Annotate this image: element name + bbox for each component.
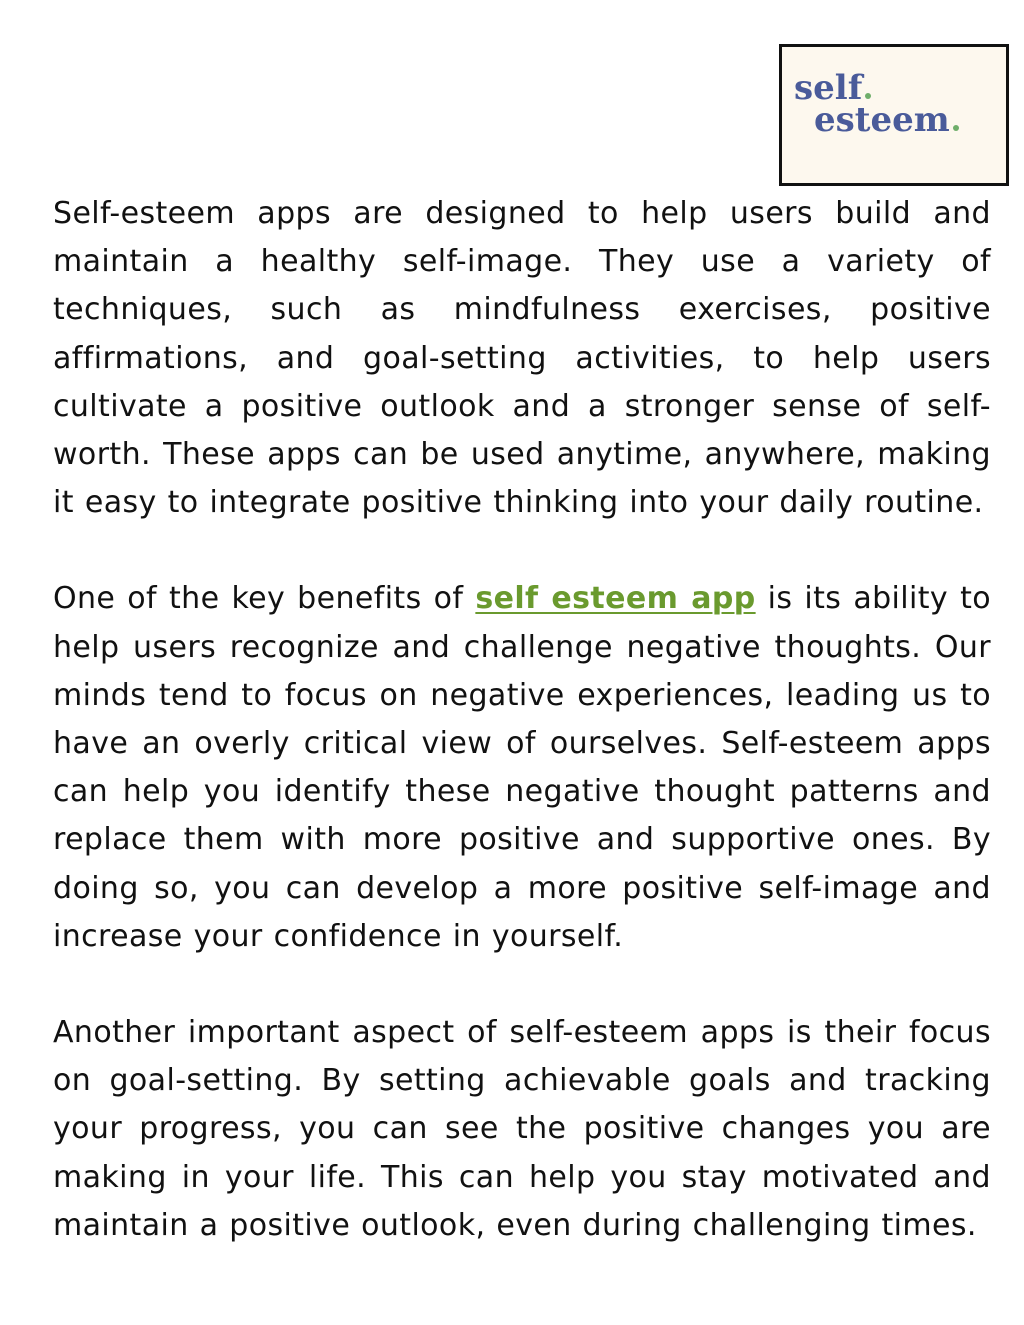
self-esteem-app-link[interactable]: self esteem app (475, 581, 756, 617)
logo-box (779, 44, 1009, 186)
paragraph-1: Self-esteem apps are designed to help users build and maintain a healthy self-image. They use a variety of techniques, such as mindfulness exercises, positive affirmations, and goal-setting activities, to help users cultivate a positive outlook and a stronger sense of self-worth. These apps can be used anytime, anywhere, making it easy to integrate positive thinking into your daily routine. (53, 196, 991, 521)
article-body (53, 190, 991, 1298)
logo-word-esteem: esteem (814, 100, 950, 140)
logo-dot-icon (865, 93, 871, 99)
paragraph-2-start: One of the key benefits of (53, 581, 476, 617)
logo-line-2 (814, 100, 959, 140)
paragraph-3: Another important aspect of self-esteem apps is their focus on goal-setting. By setting achievable goals and tracking your progress, you can see the positive changes you are making in your life. This can help you stay motivated and maintain a positive outlook, even during challenging times. (53, 1015, 991, 1243)
paragraph-2 (53, 575, 991, 961)
logo-dot-icon (953, 125, 959, 131)
logo-word-self: self (794, 68, 863, 108)
paragraph-2-end: is its ability to help users recognize and challenge negative thoughts. Our minds tend to focus on negative experiences, leading us to have an overly critical view of ourselves. Self-esteem apps can help you identify these negative thought patterns and replace them with more positive and supportive ones. By doing so, you can develop a more positive self-image and increase your confidence in yourself. (53, 581, 991, 954)
